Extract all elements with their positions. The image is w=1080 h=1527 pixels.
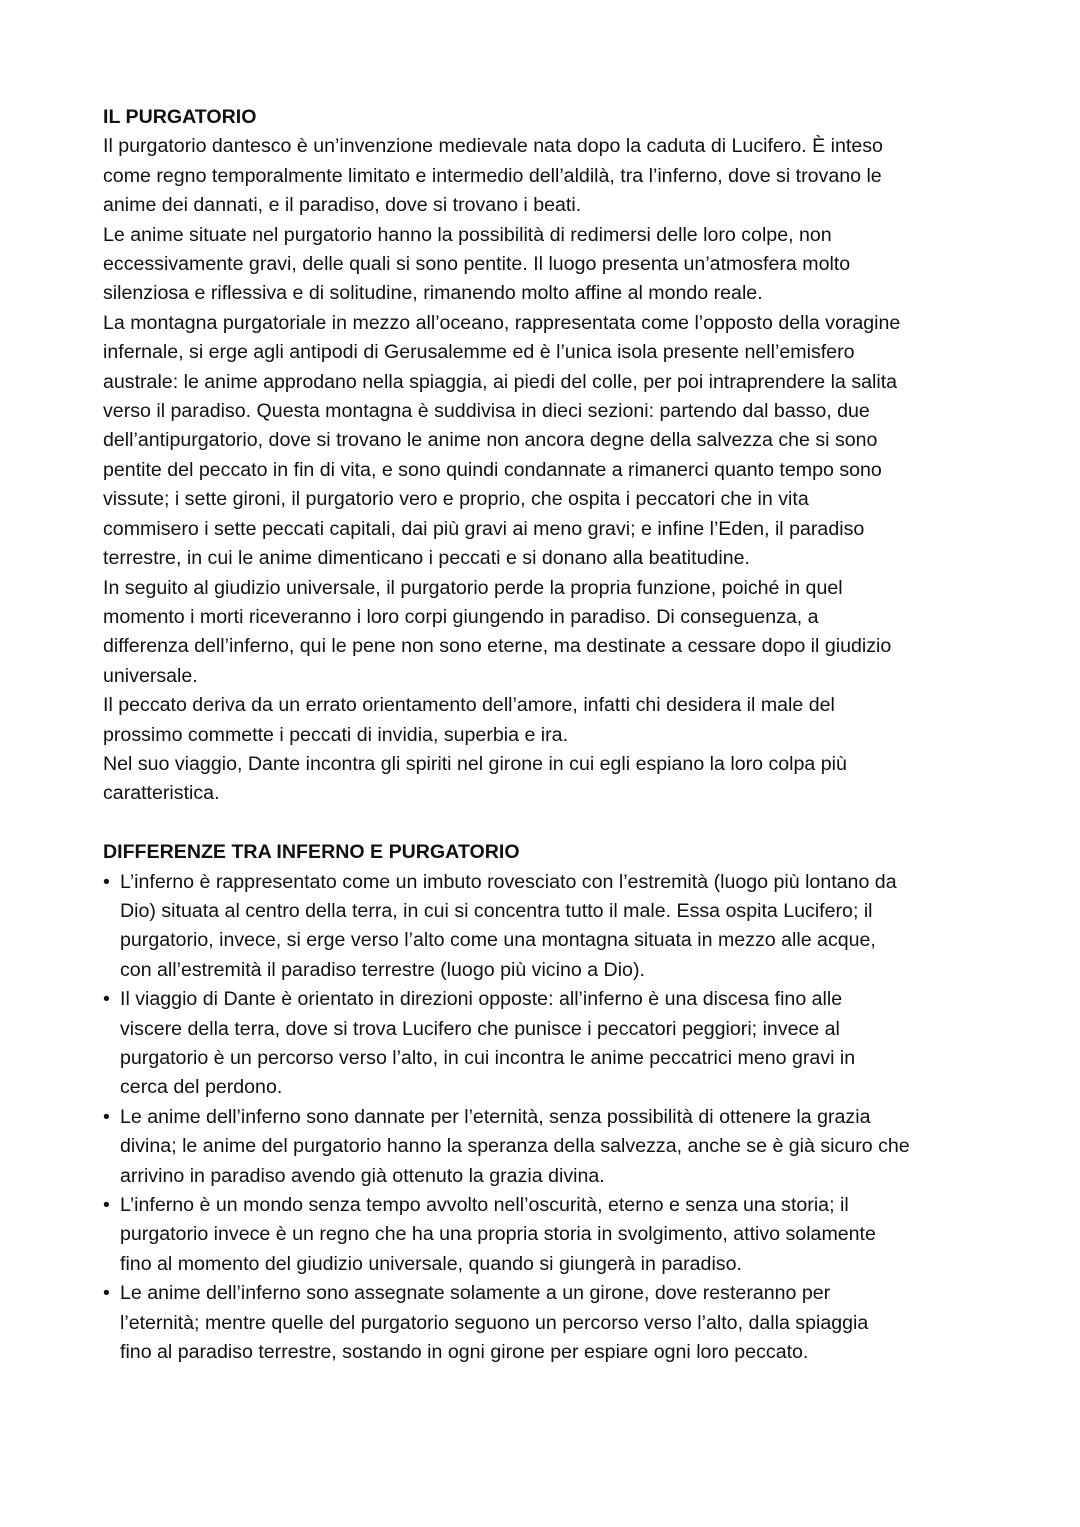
text-line: l’eternità; mentre quelle del purgatorio seguono un percorso verso l’alto, dalla spiaggia — [120, 1311, 869, 1334]
text-line: caratteristica. — [103, 782, 220, 805]
list-item — [103, 1279, 1003, 1367]
text-line: australe: le anime approdano nella spiaggia, ai piedi del colle, per poi intraprendere la salita — [103, 370, 898, 393]
text-line: eccessivamente gravi, delle quali si sono pentite. Il luogo presenta un’atmosfera molto — [103, 253, 851, 276]
section-gap — [103, 809, 1003, 838]
text-line: vissute; i sette gironi, il purgatorio vero e proprio, che ospita i peccatori che in vita — [103, 488, 809, 511]
paragraph — [103, 574, 1003, 692]
text-line: come regno temporalmente limitato e intermedio dell’aldilà, tra l’inferno, dove si trovano le — [103, 164, 882, 187]
bullet-icon: • — [103, 870, 110, 893]
bullet-icon: • — [103, 988, 110, 1011]
text-line: differenza dell’inferno, qui le pene non sono eterne, ma destinate a cessare dopo il giudizio — [103, 635, 892, 658]
text-line: divina; le anime del purgatorio hanno la speranza della salvezza, anche se è già sicuro che — [120, 1135, 910, 1158]
text-line: Le anime dell’inferno sono dannate per l’eternità, senza possibilità di ottenere la grazia — [120, 1105, 871, 1128]
text-line: Il peccato deriva da un errato orientamento dell’amore, infatti chi desidera il male del — [103, 694, 835, 717]
document-page — [103, 103, 1003, 1367]
text-line: con all’estremità il paradiso terrestre (luogo più vicino a Dio). — [120, 958, 645, 981]
text-line: purgatorio, invece, si erge verso l’alto come una montagna situata in mezzo alle acque, — [120, 929, 876, 952]
differences-list — [103, 868, 1003, 1368]
text-line: terrestre, in cui le anime dimenticano i peccati e si donano alla beatitudine. — [103, 547, 750, 570]
text-line: universale. — [103, 664, 198, 687]
text-line: In seguito al giudizio universale, il purgatorio perde la propria funzione, poiché in quel — [103, 576, 843, 599]
list-item — [103, 1191, 1003, 1279]
text-line: anime dei dannati, e il paradiso, dove si trovano i beati. — [103, 194, 582, 217]
text-line: verso il paradiso. Questa montagna è suddivisa in dieci sezioni: partendo dal basso, due — [103, 400, 870, 423]
text-line: dell’antipurgatorio, dove si trovano le anime non ancora degne della salvezza che si sono — [103, 429, 878, 452]
text-line: prossimo commette i peccati di invidia, superbia e ira. — [103, 723, 569, 746]
text-line: La montagna purgatoriale in mezzo all’oceano, rappresentata come l’opposto della voragine — [103, 311, 901, 334]
text-line: Dio) situata al centro della terra, in cui si concentra tutto il male. Essa ospita Lucifero; il — [120, 899, 873, 922]
text-line: L’inferno è un mondo senza tempo avvolto nell’oscurità, eterno e senza una storia; il — [120, 1194, 849, 1217]
text-line: purgatorio è un percorso verso l’alto, in cui incontra le anime peccatrici meno gravi in — [120, 1046, 856, 1069]
text-line: purgatorio invece è un regno che ha una propria storia in svolgimento, attivo solamente — [120, 1223, 876, 1246]
bullet-icon: • — [103, 1194, 110, 1217]
text-line: infernale, si erge agli antipodi di Gerusalemme ed è l’unica isola presente nell’emisfero — [103, 341, 855, 364]
text-line: Le anime dell’inferno sono assegnate solamente a un girone, dove resteranno per — [120, 1282, 831, 1305]
text-line: cerca del perdono. — [120, 1076, 283, 1099]
paragraph — [103, 691, 1003, 750]
text-line: Nel suo viaggio, Dante incontra gli spiriti nel girone in cui egli espiano la loro colpa più — [103, 752, 847, 775]
section-body-purgatorio — [103, 132, 1003, 808]
text-line: silenziosa e riflessiva e di solitudine, rimanendo molto affine al mondo reale. — [103, 282, 763, 305]
paragraph — [103, 750, 1003, 809]
text-line: viscere della terra, dove si trova Lucifero che punisce i peccatori peggiori; invece al — [120, 1017, 840, 1040]
paragraph — [103, 309, 1003, 574]
text-line: fino al momento del giudizio universale, quando si giungerà in paradiso. — [120, 1252, 742, 1275]
text-line: momento i morti riceveranno i loro corpi giungendo in paradiso. Di conseguenza, a — [103, 605, 819, 628]
text-line: pentite del peccato in fin di vita, e sono quindi condannate a rimanerci quanto tempo sono — [103, 458, 882, 481]
paragraph — [103, 132, 1003, 220]
list-item — [103, 1103, 1003, 1191]
text-line: Le anime situate nel purgatorio hanno la possibilità di redimersi delle loro colpe, non — [103, 223, 832, 246]
paragraph — [103, 221, 1003, 309]
text-line: Il viaggio di Dante è orientato in direzioni opposte: all’inferno è una discesa fino alle — [120, 988, 843, 1011]
text-line: Il purgatorio dantesco è un’invenzione medievale nata dopo la caduta di Lucifero. È inteso — [103, 135, 883, 158]
text-line: commisero i sette peccati capitali, dai più gravi ai meno gravi; e infine l’Eden, il paradiso — [103, 517, 865, 540]
bullet-icon: • — [103, 1282, 110, 1305]
section-title-differenze: DIFFERENZE TRA INFERNO E PURGATORIO — [103, 841, 520, 864]
text-line: L’inferno è rappresentato come un imbuto rovesciato con l’estremità (luogo più lontano da — [120, 870, 897, 893]
text-line: fino al paradiso terrestre, sostando in ogni girone per espiare ogni loro peccato. — [120, 1341, 809, 1364]
list-item — [103, 985, 1003, 1103]
bullet-icon: • — [103, 1105, 110, 1128]
text-line: arrivino in paradiso avendo già ottenuto la grazia divina. — [120, 1164, 605, 1187]
section-title-purgatorio: IL PURGATORIO — [103, 106, 257, 128]
list-item — [103, 868, 1003, 986]
